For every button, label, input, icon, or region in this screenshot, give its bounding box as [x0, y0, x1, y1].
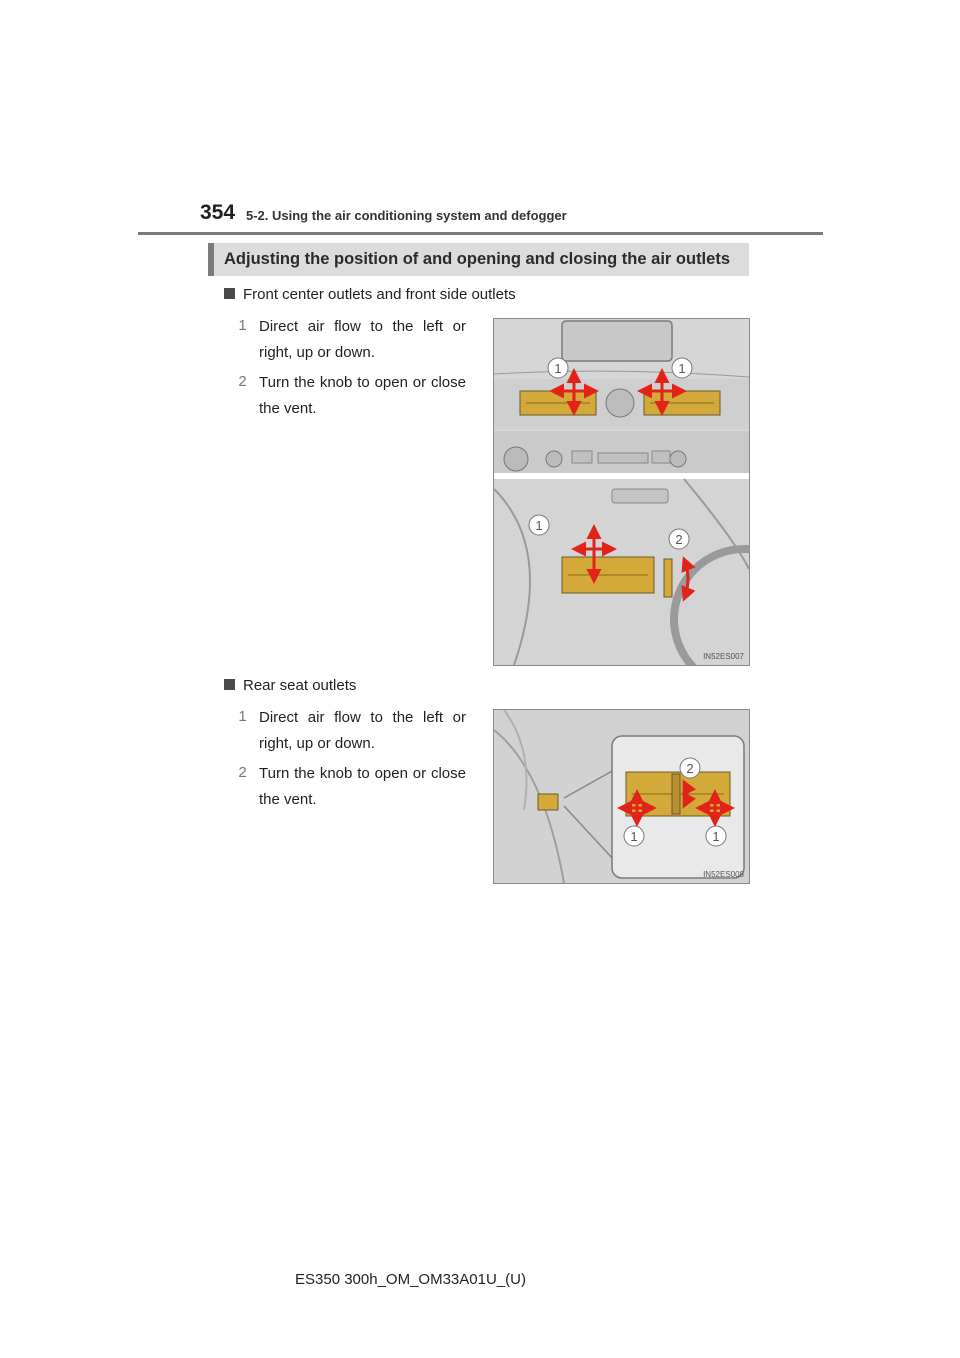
rear-step-2 — [236, 761, 466, 813]
front-outlets-heading-text: Front center outlets and front side outlets — [243, 286, 516, 303]
figure-code: IN52ES007 — [703, 652, 744, 661]
callout-label: 1 — [554, 361, 562, 376]
front-outlets-svg — [494, 319, 749, 665]
callout-label: 1 — [678, 361, 686, 376]
chapter-title: 5-2. Using the air conditioning system and defogger — [246, 208, 567, 223]
page-number: 354 — [200, 201, 236, 224]
step-number-icon: 2 — [238, 764, 247, 781]
figure-code: IN52ES008 — [703, 870, 744, 879]
square-bullet-icon — [224, 679, 235, 690]
rear-outlets-heading-text: Rear seat outlets — [243, 677, 357, 694]
rear-step-1 — [236, 705, 466, 757]
rear-outlets-svg — [494, 710, 749, 883]
section-accent — [208, 243, 214, 276]
rear-outlets-illustration — [493, 709, 750, 884]
front-step-2 — [236, 370, 466, 422]
callout-label: 1 — [630, 829, 638, 844]
callout-label: 2 — [686, 761, 694, 776]
section-heading — [208, 243, 749, 276]
front-outlets-illustration — [493, 318, 750, 666]
callout-label: 1 — [712, 829, 720, 844]
header-rule — [138, 232, 823, 235]
document-footer: ES350 300h_OM_OM33A01U_(U) — [295, 1271, 526, 1288]
front-step-1-text: Direct air flow to the left or right, up or down. — [259, 318, 466, 361]
front-step-1 — [236, 314, 466, 366]
callout-label: 1 — [535, 518, 543, 533]
front-step-2-text: Turn the knob to open or close the vent. — [259, 374, 466, 417]
square-bullet-icon — [224, 288, 235, 299]
step-number-icon: 1 — [238, 317, 247, 334]
rear-step-2-text: Turn the knob to open or close the vent. — [259, 765, 466, 808]
callout-label: 2 — [675, 532, 683, 547]
step-number-icon: 2 — [238, 373, 247, 390]
section-title: Adjusting the position of and opening and closing the air outlets — [224, 250, 730, 268]
step-number-icon: 1 — [238, 708, 247, 725]
rear-outlets-heading — [224, 677, 356, 694]
rear-step-1-text: Direct air flow to the left or right, up or down. — [259, 709, 466, 752]
front-outlets-heading — [224, 286, 516, 303]
